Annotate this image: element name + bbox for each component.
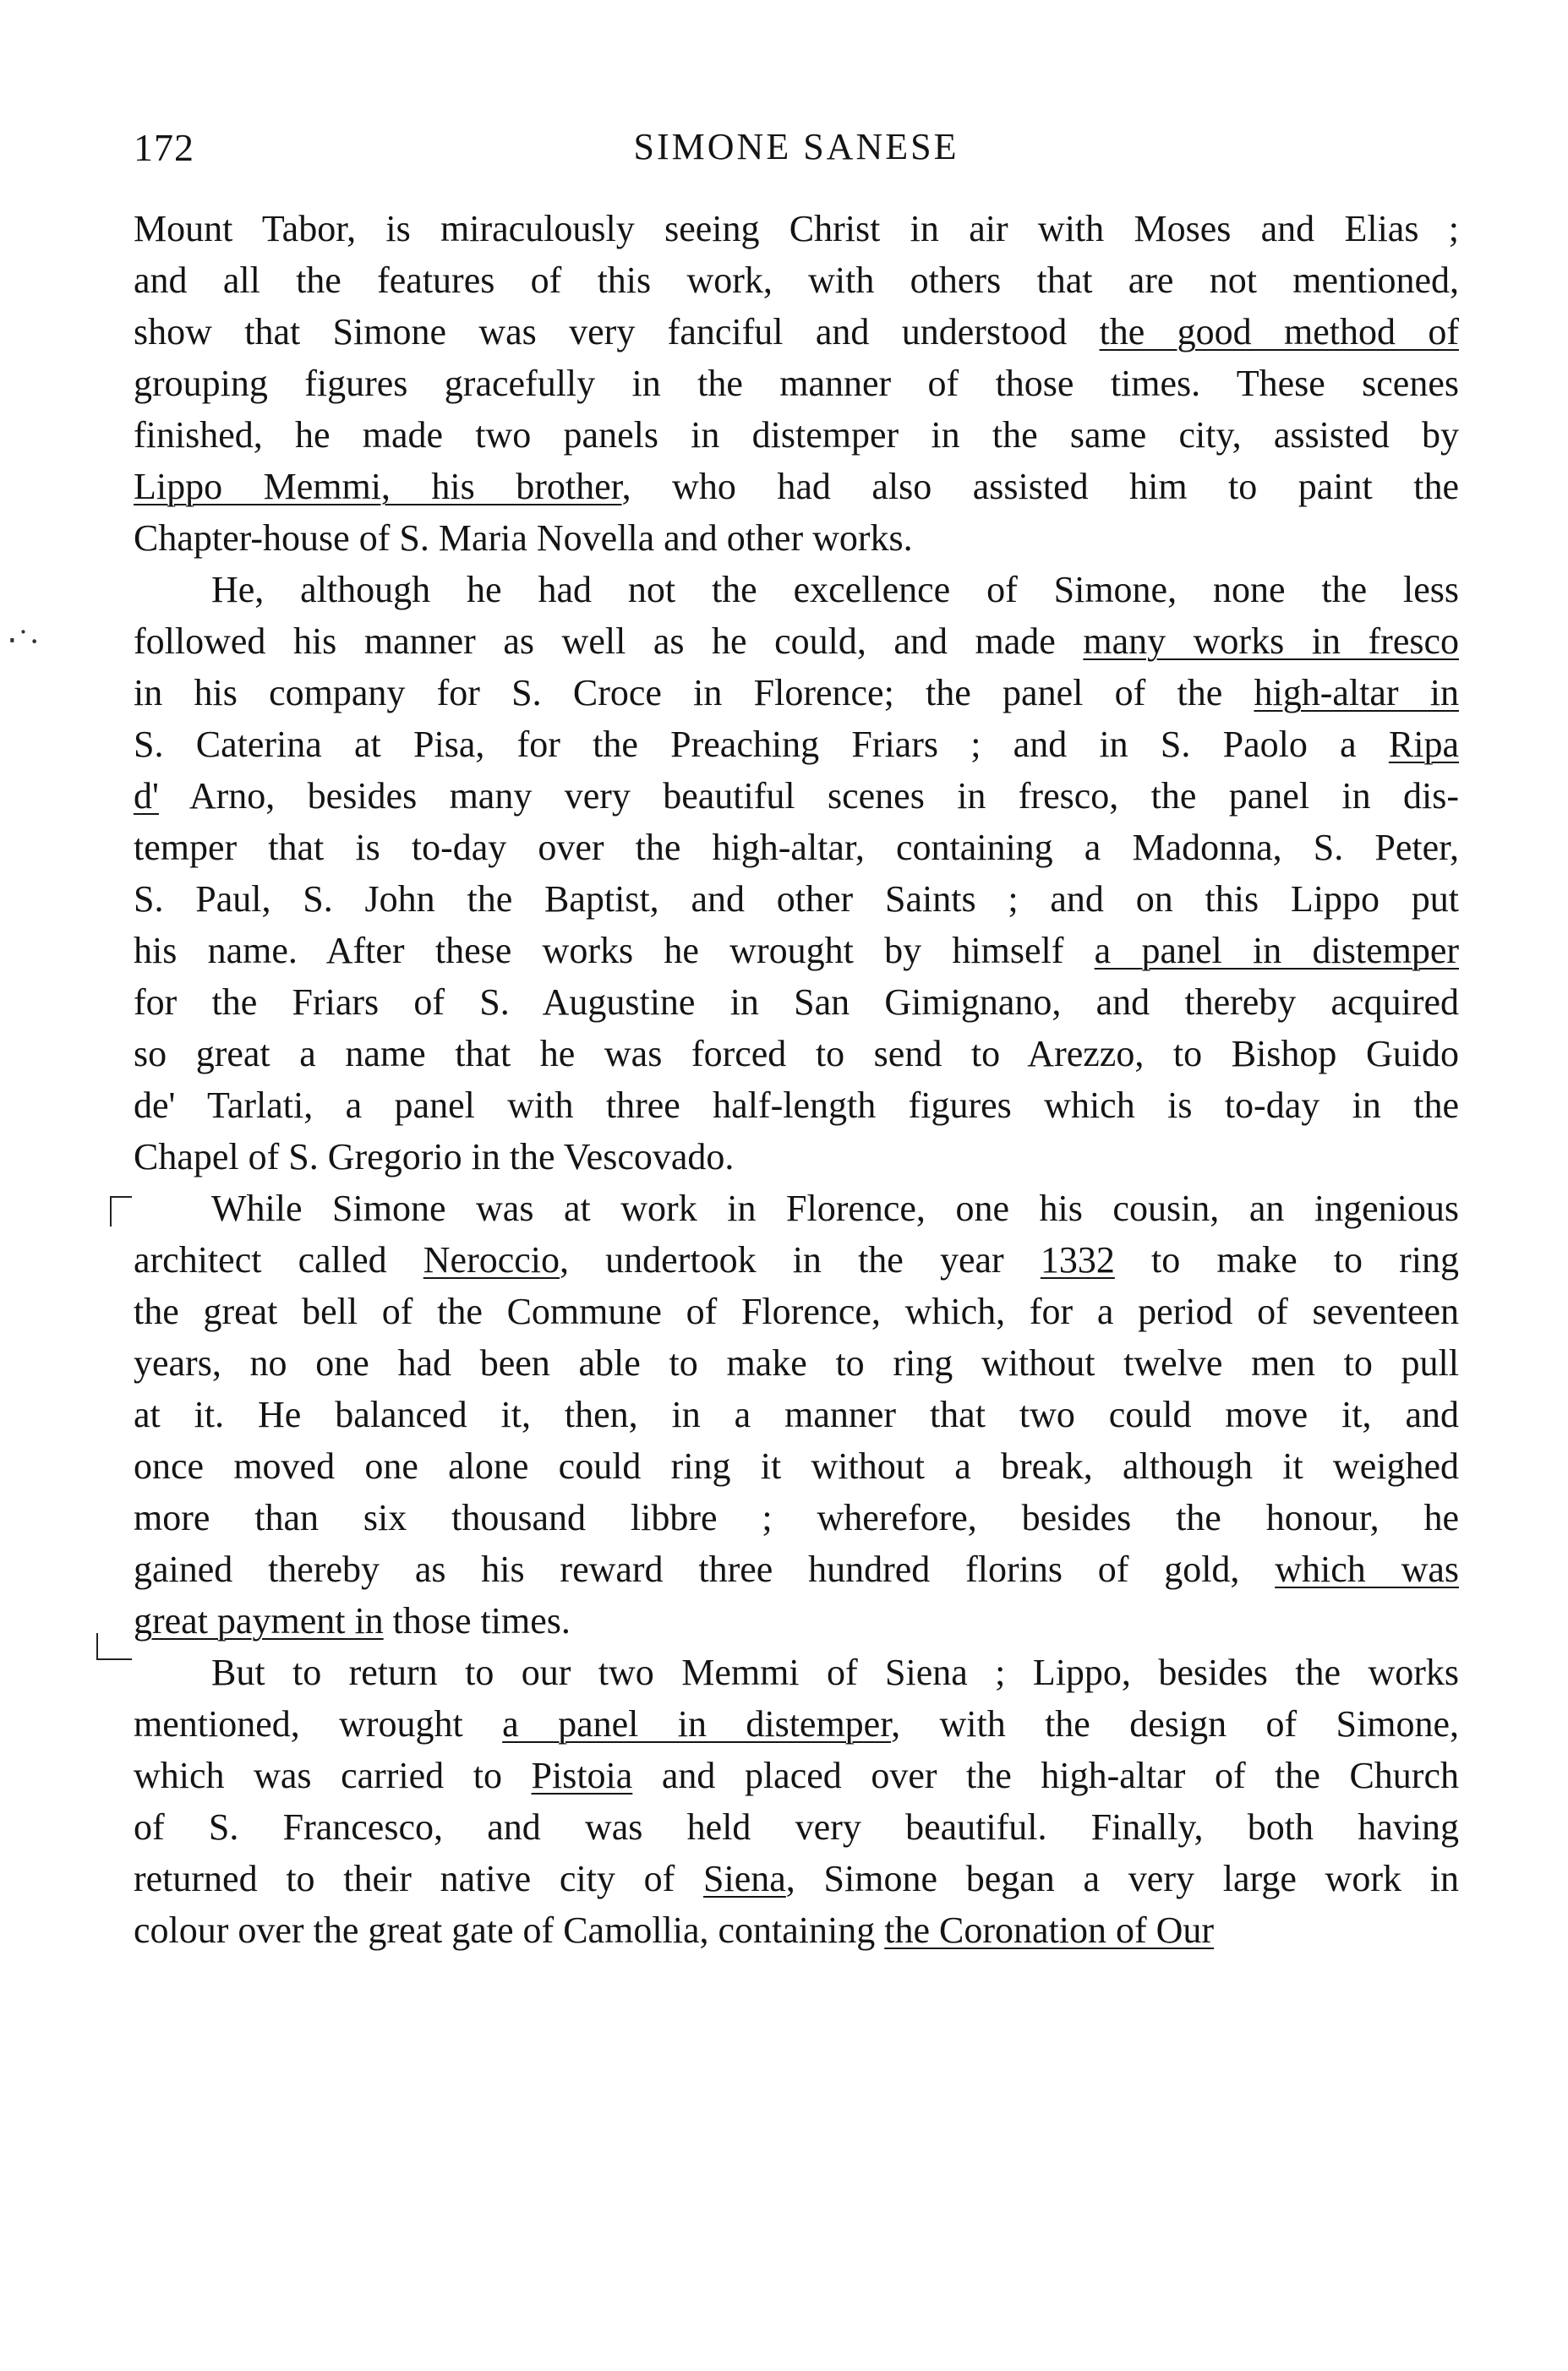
page-header <box>134 125 1459 176</box>
text-line <box>134 306 1459 358</box>
text-segment: finished, he made two panels in distemper in the same city, assisted by <box>134 414 1459 456</box>
text-segment: While Simone was at work in Florence, one his cousin, an ingenious <box>211 1188 1459 1229</box>
text-line <box>134 1801 1459 1853</box>
margin-pencil-mark: ‧˙· <box>7 622 41 660</box>
text-line <box>134 1750 1459 1801</box>
underlined-phrase: Ripa <box>1388 724 1459 765</box>
text-segment: grouping figures gracefully in the manner of those times. These scenes <box>134 363 1459 404</box>
text-segment: at it. He balanced it, then, in a manner that two could move it, and <box>134 1394 1459 1435</box>
text-line <box>134 1543 1459 1595</box>
text-segment: for the Friars of S. Augustine in San Gimignano, and thereby acquired <box>134 981 1459 1023</box>
text-segment: once moved one alone could ring it without a break, although it weighed <box>134 1445 1459 1487</box>
text-segment: the great bell of the Commune of Florence, which, for a period of seventeen <box>134 1291 1459 1332</box>
underlined-phrase: which was <box>1275 1549 1459 1590</box>
text-segment: Mount Tabor, is miraculously seeing Christ in air with Moses and Elias ; <box>134 208 1459 249</box>
underlined-phrase: Neroccio <box>423 1239 560 1281</box>
text-segment: Chapter-house of S. Maria Novella and other works. <box>134 517 913 559</box>
body-text <box>134 203 1459 1956</box>
text-line <box>134 564 1459 615</box>
text-segment: architect called <box>134 1239 423 1281</box>
text-segment: more than six thousand libbre ; wherefore, besides the honour, he <box>134 1497 1459 1538</box>
text-segment: years, no one had been able to make to ring without twelve men to pull <box>134 1342 1459 1384</box>
text-line <box>134 1234 1459 1286</box>
text-line <box>134 615 1459 667</box>
text-segment: and placed over the high-altar of the Church <box>632 1755 1459 1796</box>
text-segment: , Simone began a very large work in <box>785 1858 1459 1899</box>
text-segment: He, although he had not the excellence of Simone, none the less <box>211 569 1459 610</box>
text-segment: those times. <box>383 1600 571 1642</box>
running-head: SIMONE SANESE <box>633 126 959 167</box>
underlined-phrase: great payment in <box>134 1600 384 1642</box>
text-line <box>134 1183 1459 1234</box>
text-line <box>134 1389 1459 1440</box>
underlined-phrase: 1332 <box>1040 1239 1115 1281</box>
text-segment: S. Caterina at Pisa, for the Preaching Friars ; and in S. Paolo a <box>134 724 1389 765</box>
underlined-phrase: Lippo Memmi, his brother <box>134 466 622 507</box>
text-line <box>134 976 1459 1028</box>
text-segment: in his company for S. Croce in Florence; the panel of the <box>134 672 1254 713</box>
text-segment: S. Paul, S. John the Baptist, and other Saints ; and on this Lippo put <box>134 878 1459 920</box>
text-line <box>134 1698 1459 1750</box>
underlined-phrase: many works in fresco <box>1083 620 1459 662</box>
text-line <box>134 1595 1459 1647</box>
text-line <box>134 1492 1459 1543</box>
underlined-phrase: Pistoia <box>531 1755 633 1796</box>
text-segment: , who had also assisted him to paint the <box>621 466 1459 507</box>
text-line <box>134 1647 1459 1698</box>
text-line <box>134 925 1459 976</box>
text-line <box>134 1028 1459 1079</box>
text-segment: returned to their native city of <box>134 1858 704 1899</box>
underlined-phrase: high-altar in <box>1254 672 1459 713</box>
text-line <box>134 358 1459 409</box>
underlined-phrase: Siena <box>703 1858 786 1899</box>
paragraph <box>134 1183 1459 1647</box>
underlined-phrase: a panel in distemper <box>502 1703 892 1745</box>
paragraph <box>134 1647 1459 1956</box>
text-line <box>134 1131 1459 1183</box>
text-segment: his name. After these works he wrought by himself <box>134 930 1095 971</box>
text-segment: which was carried to <box>134 1755 532 1796</box>
text-line <box>134 770 1459 822</box>
text-segment: gained thereby as his reward three hundred florins of gold, <box>134 1549 1276 1590</box>
underlined-phrase: the Coronation of Our <box>884 1909 1215 1951</box>
text-segment: , with the design of Simone, <box>891 1703 1459 1745</box>
text-line <box>134 1853 1459 1904</box>
text-line <box>134 1337 1459 1389</box>
text-line <box>134 1440 1459 1492</box>
text-segment: show that Simone was very fanciful and understood <box>134 311 1100 352</box>
text-line <box>134 822 1459 873</box>
margin-bracket-start <box>110 1196 132 1226</box>
text-line <box>134 1079 1459 1131</box>
text-segment: Arno, besides many very beautiful scenes in fresco, the panel in dis- <box>158 775 1459 817</box>
text-segment: so great a name that he was forced to send to Arezzo, to Bishop Guido <box>134 1033 1459 1074</box>
text-line <box>134 461 1459 512</box>
text-segment: mentioned, wrought <box>134 1703 503 1745</box>
text-segment: de' Tarlati, a panel with three half-length figures which is to-day in the <box>134 1084 1459 1126</box>
text-line <box>134 409 1459 461</box>
underlined-phrase: the good method of <box>1099 311 1459 352</box>
text-line <box>134 254 1459 306</box>
paragraph <box>134 203 1459 564</box>
text-line <box>134 512 1459 564</box>
text-line <box>134 873 1459 925</box>
text-line <box>134 203 1459 254</box>
text-segment: But to return to our two Memmi of Siena ; Lippo, besides the works <box>211 1652 1459 1693</box>
text-segment: temper that is to-day over the high-altar, containing a Madonna, S. Peter, <box>134 827 1459 868</box>
text-line <box>134 667 1459 718</box>
text-segment: Chapel of S. Gregorio in the Vescovado. <box>134 1136 735 1177</box>
text-segment: followed his manner as well as he could, and made <box>134 620 1084 662</box>
text-segment: colour over the great gate of Camollia, containing <box>134 1909 885 1951</box>
text-line <box>134 718 1459 770</box>
margin-bracket-end <box>96 1633 132 1660</box>
text-line <box>134 1286 1459 1337</box>
text-segment: to make to ring <box>1114 1239 1459 1281</box>
paragraph <box>134 564 1459 1183</box>
text-segment: and all the features of this work, with others that are not mentioned, <box>134 259 1459 301</box>
underlined-phrase: a panel in distemper <box>1094 930 1459 971</box>
underlined-phrase: d' <box>134 775 159 817</box>
text-segment: of S. Francesco, and was held very beautiful. Finally, both having <box>134 1806 1459 1848</box>
text-line <box>134 1904 1459 1956</box>
text-segment: , undertook in the year <box>560 1239 1041 1281</box>
page-number: 172 <box>134 126 194 169</box>
